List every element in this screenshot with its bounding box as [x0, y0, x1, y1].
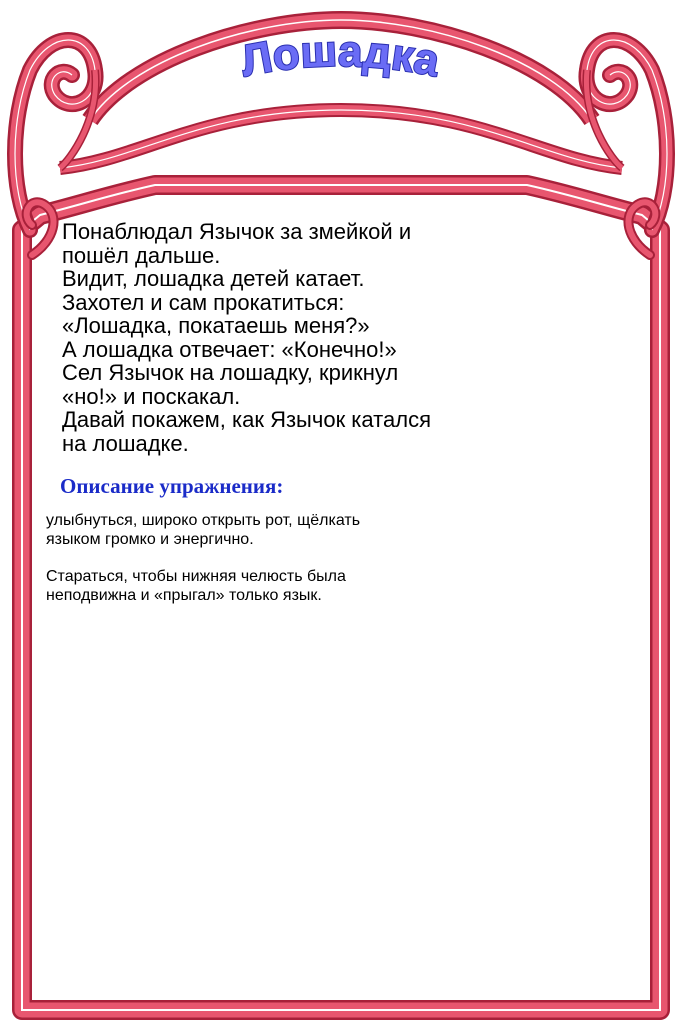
story-line: А лошадка отвечает: «Конечно!»	[62, 336, 397, 362]
exercise-description-heading: Описание упражнения:	[60, 474, 284, 498]
story-line: «но!» и поскакал.	[62, 383, 241, 409]
description-line: улыбнуться, широко открыть рот, щёлкать	[46, 512, 361, 529]
page-title: Лошадка	[236, 30, 444, 87]
story-line: на лошадке.	[62, 430, 189, 456]
description-line: неподвижна и «прыгал» только язык.	[46, 587, 322, 604]
story-line: Сел Язычок на лошадку, крикнул	[62, 360, 399, 385]
story-line: Захотел и сам прокатиться:	[62, 289, 345, 315]
page-title-wordart	[180, 30, 500, 110]
story-text	[62, 220, 652, 455]
exercise-description-paragraph-1	[46, 511, 636, 549]
story-line: «Лошадка, покатаешь меня?»	[62, 313, 370, 338]
story-line: Видит, лошадка детей катает.	[62, 266, 365, 291]
story-line: Понаблюдал Язычок за змейкой и	[62, 219, 412, 244]
exercise-description-paragraph-2	[46, 567, 636, 605]
description-line: Стараться, чтобы нижняя челюсть была	[46, 568, 346, 585]
story-line: пошёл дальше.	[62, 242, 221, 268]
description-line: языком громко и энергично.	[46, 531, 254, 548]
story-line: Давай покажем, как Язычок катался	[62, 407, 431, 432]
